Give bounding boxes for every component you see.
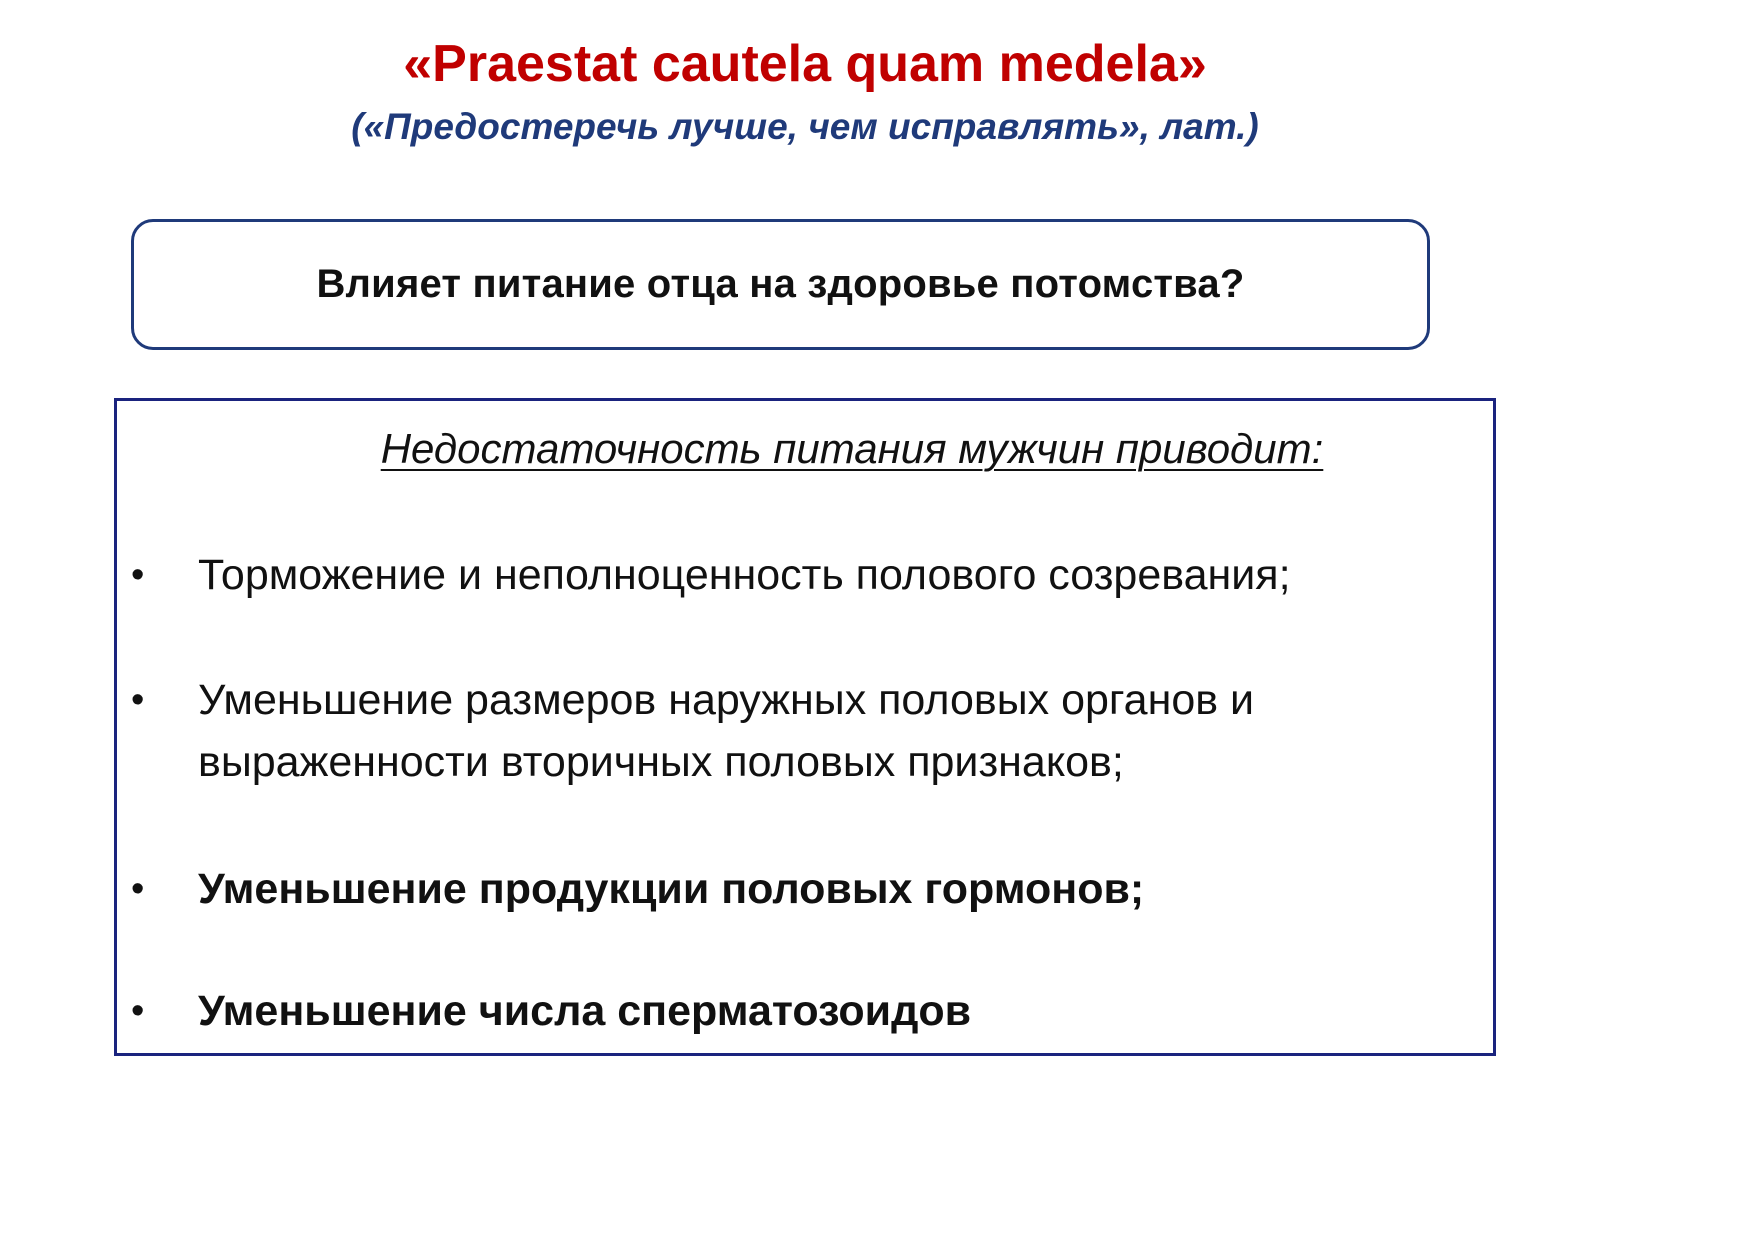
- list-item-text: Торможение и неполноценность полового созревания;: [198, 551, 1291, 599]
- list-item-text: Уменьшение размеров наружных половых органов и выраженности вторичных половых признаков;: [198, 676, 1255, 786]
- slide-title: «Praestat cautela quam medela»: [403, 35, 1207, 93]
- slide-subtitle: («Предостеречь лучше, чем исправлять», лат.): [351, 106, 1259, 147]
- bullet-marker: •: [131, 868, 145, 910]
- bullet-marker: •: [131, 554, 145, 596]
- list-item-text: Уменьшение числа сперматозоидов: [198, 987, 972, 1035]
- lead-heading-text: Недостаточность питания мужчин приводит:: [380, 425, 1324, 472]
- bullet-list: [117, 401, 1493, 1053]
- content-box: [114, 398, 1496, 1056]
- list-item-text: Уменьшение продукции половых гормонов;: [198, 865, 1145, 913]
- question-box: [131, 219, 1430, 350]
- question-text: Влияет питание отца на здоровье потомства?: [316, 262, 1245, 306]
- bullet-marker: •: [131, 990, 145, 1032]
- bullet-marker: •: [131, 679, 145, 721]
